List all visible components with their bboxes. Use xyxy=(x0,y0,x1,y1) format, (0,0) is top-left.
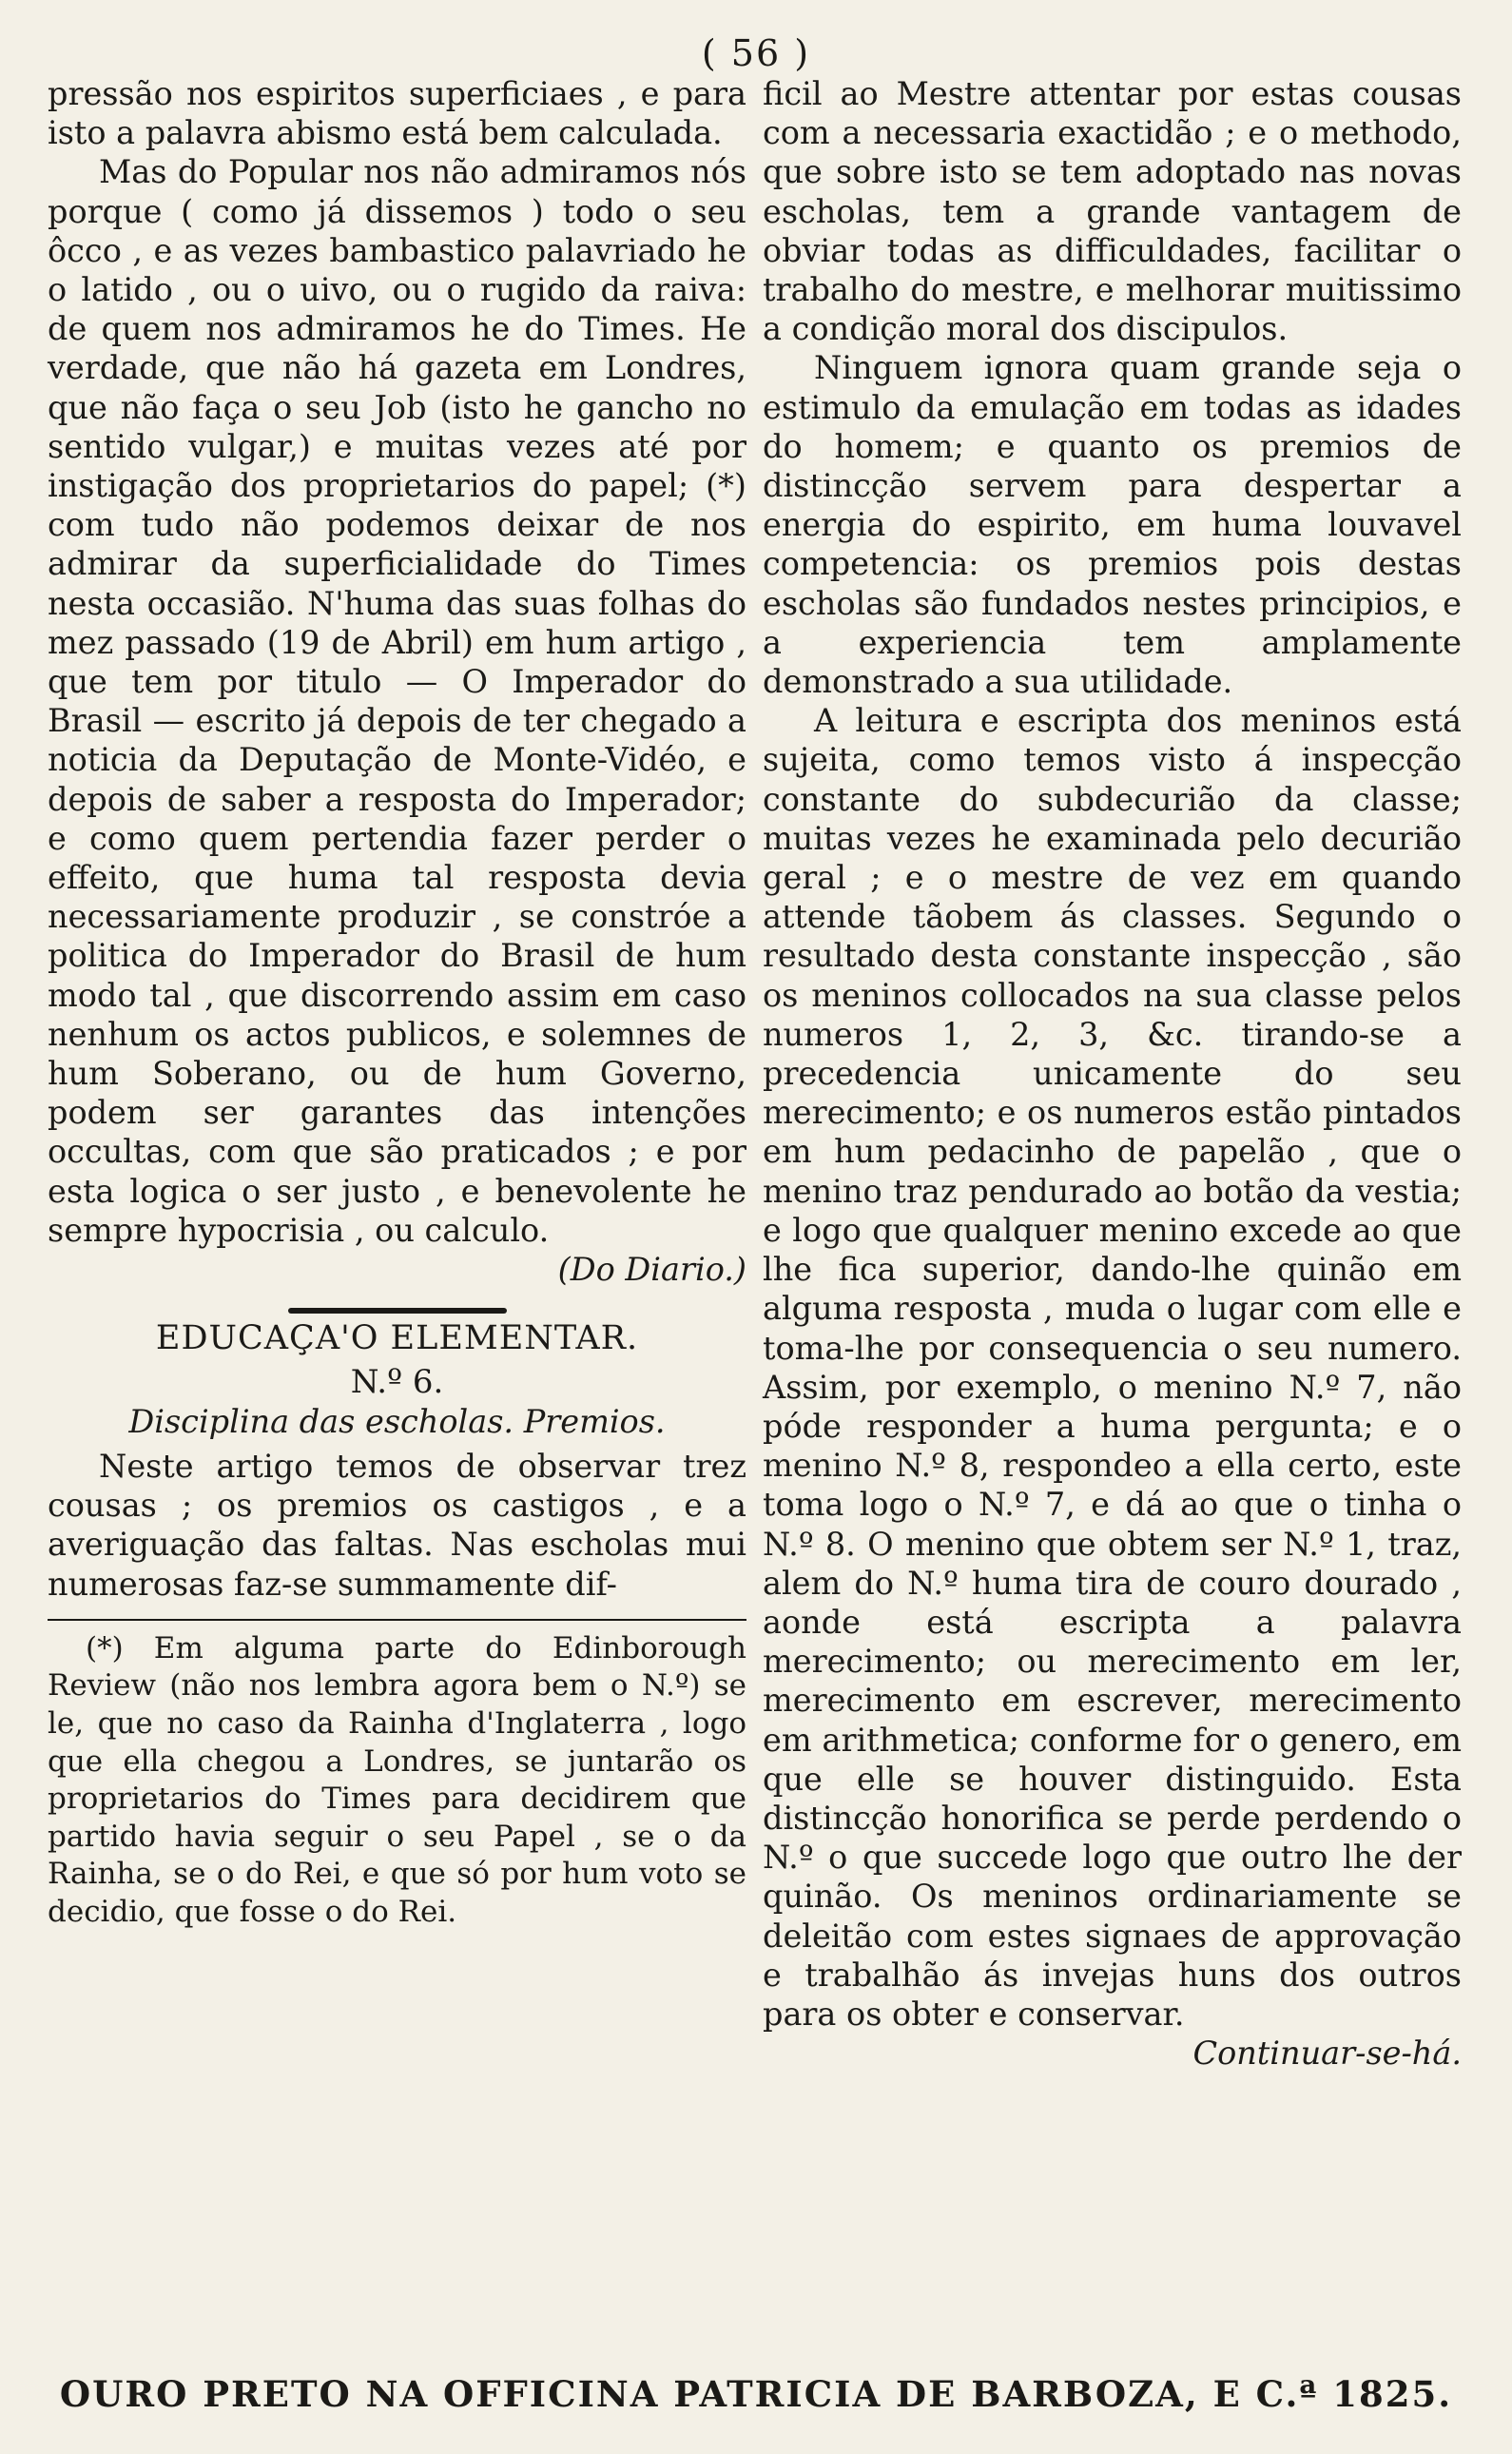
section-subtitle: Disciplina das escholas. Premios. xyxy=(128,1402,666,1440)
printer-imprint: OURO PRETO NA OFFICINA PATRICIA DE BARBOZA, E C.ª 1825. xyxy=(59,2373,1453,2415)
footnote xyxy=(48,1630,746,1932)
article-paragraph-1: pressão nos espiritos superficiaes , e para isto a palavra abismo está bem calculada. xyxy=(48,75,746,152)
left-column xyxy=(48,74,746,1931)
section-divider xyxy=(288,1308,507,1314)
article-paragraph-2: Mas do Popular nos não admiramos nós porque ( como já dissemos ) todo o seu ôcco , e as vezes bambastico palavriado he o latido , ou o uivo, ou o rugido da raiva: de quem nos admiramos he do Times. He verdade, que não há gazeta em Londres, que não faça o seu Job (isto he gancho no sentido vulgar,) e muitas vezes até por instigação dos proprietarios do papel; (*) com tudo não podemos deixar de nos admirar da superficialidade do Times nesta occasião. N'huma das suas folhas do mez passado (19 de Abril) em hum artigo , que tem por titulo — O Imperador do Brasil — escrito já depois de ter chegado a noticia da Deputação de Monte-Vidéo, e depois de saber a resposta do Imperador; e como quem pertendia fazer perder o effeito, que huma tal resposta devia necessariamente produzir , se constróe a politica do Imperador do Brasil de hum modo tal , que discorrendo assim em caso nenhum os actos publicos, e solemnes de hum Soberano, ou de hum Governo, podem ser garantes das intenções occultas, com que são praticados ; e por esta logica o ser justo , e benevolente he sempre hypocrisia , ou calculo. xyxy=(48,153,746,1249)
section-title: EDUCAÇA'O ELEMENTAR. xyxy=(155,1319,639,1358)
article-paragraph-3: ficil ao Mestre attentar por estas cousas com a necessaria exactidão ; e o methodo, que sobre isto se tem adoptado nas novas escholas, tem a grande vantagem de obviar todas as difficuldades, facilitar o trabalho do mestre, e melhorar muitissimo a condição moral dos discipulos. xyxy=(763,75,1462,348)
footnote-text: (*) Em alguma parte do Edinborough Review (não nos lembra agora bem o N.º) se le, que no caso da Rainha d'Inglaterra , logo que ella chegou a Londres, se juntarão os proprietarios do Times para decidirem que partido havia seguir o seu Papel , se o da Rainha, se o do Rei, e que só por hum voto se decidio, que fosse o do Rei. xyxy=(48,1630,746,1929)
page-number: ( 56 ) xyxy=(701,32,811,74)
section-number: N.º 6. xyxy=(350,1362,444,1401)
article-signature: (Do Diario.) xyxy=(557,1251,746,1289)
article-paragraph-4: Ninguem ignora quam grande seja o estimulo da emulação em todas as idades do homem; e quanto os premios de distincção servem para despertar a energia do espirito, em huma louvavel competencia: os premios pois destas escholas são fundados nestes principios, e a experiencia tem amplamente demonstrado a sua utilidade. xyxy=(763,349,1462,701)
article-paragraph-5: A leitura e escripta dos meninos está sujeita, como temos visto á inspecção constante do subdecurião da classe; muitas vezes he examinada pelo decurião geral ; e o mestre de vez em quando attende tãobem ás classes. Segundo o resultado desta constante inspecção , são os meninos collocados na sua classe pelos numeros 1, 2, 3, &c. tirando-se a precedencia unicamente do seu merecimento; e os numeros estão pintados em hum pedacinho de papelão , que o menino traz pendurado ao botão da vestia; e logo que qualquer menino excede ao que lhe fica superior, dando-lhe quinão em alguma resposta , muda o lugar com elle e toma-lhe por consequencia o seu numero. Assim, por exemplo, o menino N.º 7, não póde responder a huma pergunta; e o menino N.º 8, respondeo a ella certo, este toma logo o N.º 7, e dá ao que o tinha o N.º 8. O menino que obtem ser N.º 1, traz, alem do N.º huma tira de couro dourado , aonde está escripta a palavra merecimento; ou merecimento em ler, merecimento em escrever, merecimento em arithmetica; conforme for o genero, em que elle se houver distinguido. Esta distincção honorifica se perde perdendo o N.º o que succede logo que outro lhe der quinão. Os meninos ordinariamente se deleitão com estes signaes de approvação e trabalhão ás invejas huns dos outros para os obter e conservar. xyxy=(763,702,1462,2033)
section-intro: Neste artigo temos de observar trez cousas ; os premios os castigos , e a averiguação das faltas. Nas escholas mui numerosas faz-se summamente dif- xyxy=(48,1447,746,1603)
footnote-rule xyxy=(48,1619,746,1621)
right-column xyxy=(763,74,1462,2073)
continuation-note: Continuar-se-há. xyxy=(1192,2035,1462,2073)
